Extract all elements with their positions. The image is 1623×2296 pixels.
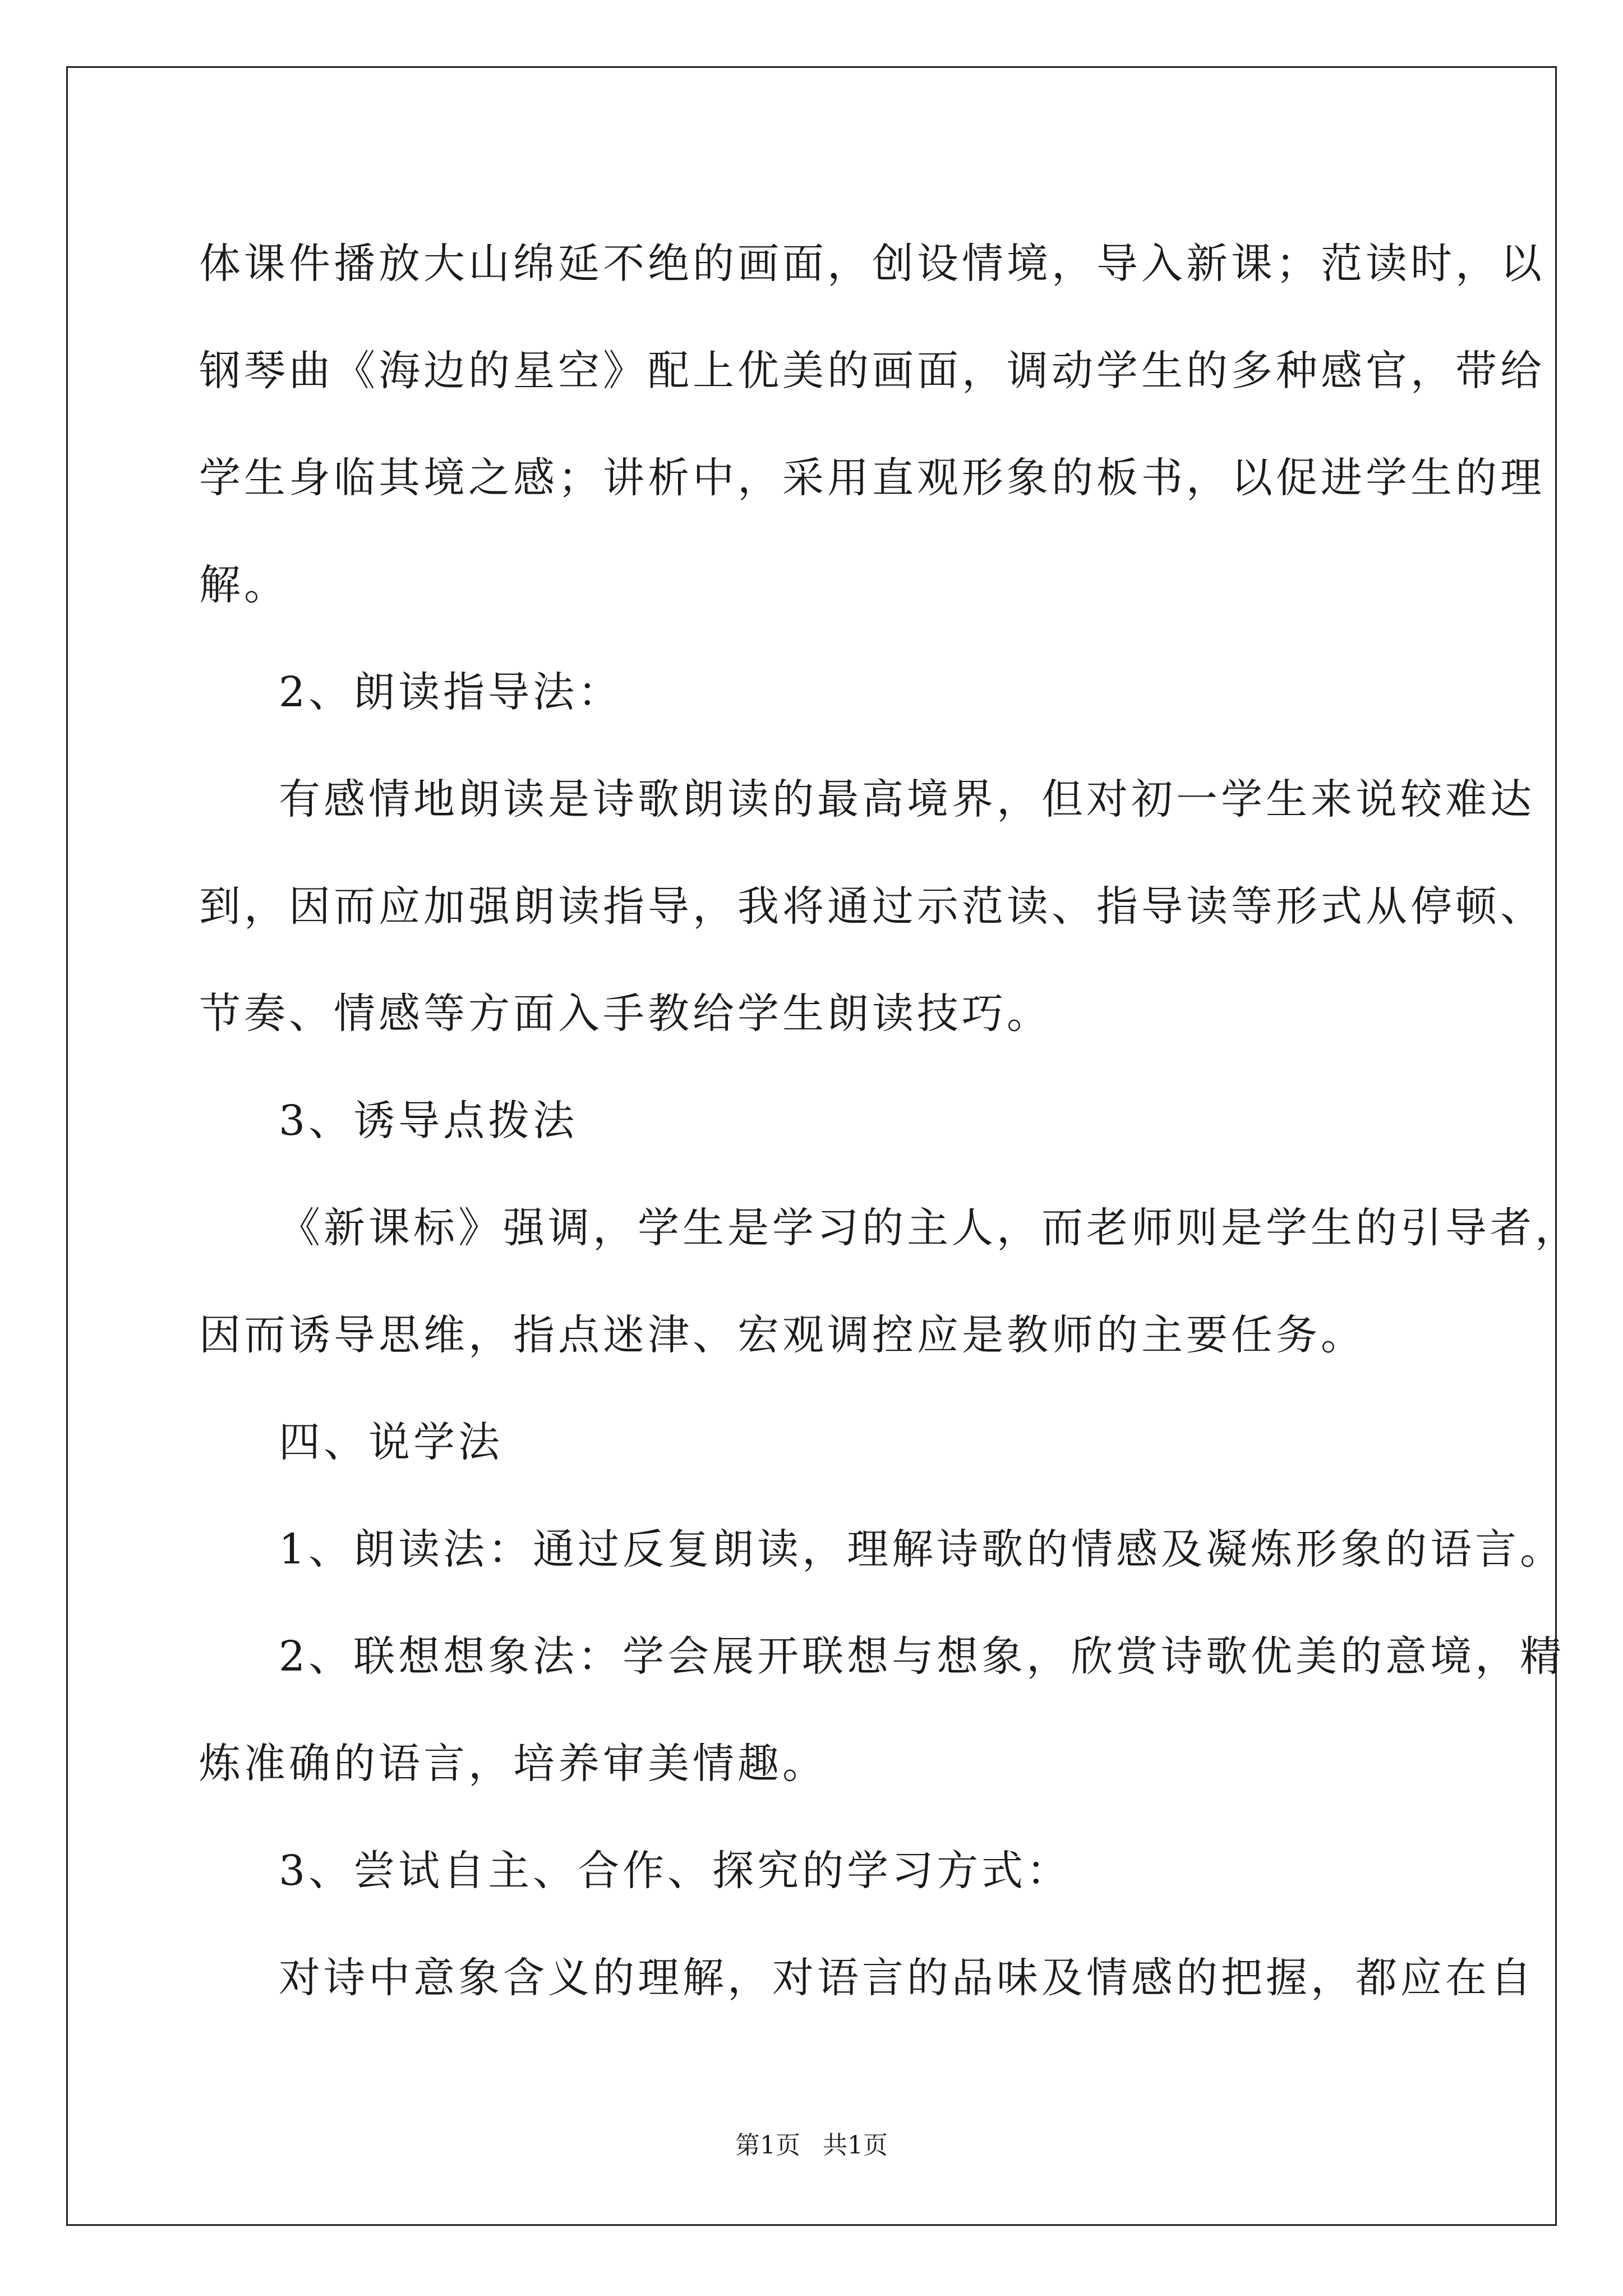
text-line: 学生身临其境之感；讲析中，采用直观形象的板书，以促进学生的理: [199, 454, 1545, 502]
page-total: 共1页: [823, 2131, 888, 2160]
document-body: [199, 210, 1580, 2032]
section-heading: 3、尝试自主、合作、探究的学习方式：: [279, 1847, 1072, 1895]
text-line: 体课件播放大山绵延不绝的画面，创设情境，导入新课；范读时，以: [199, 240, 1545, 288]
text-line: 2、联想想象法：学会展开联想与想象，欣赏诗歌优美的意境，精: [279, 1632, 1565, 1681]
page-footer: [0, 2129, 1623, 2162]
text-line: 因而诱导思维，指点迷津、宏观调控应是教师的主要任务。: [199, 1311, 1366, 1359]
section-heading: 3、诱导点拨法: [279, 1097, 578, 1145]
section-heading: 2、朗读指导法：: [279, 668, 623, 716]
text-line: 解。: [199, 561, 289, 609]
text-line: 钢琴曲《海边的星空》配上优美的画面，调动学生的多种感官，带给: [199, 347, 1545, 395]
text-line: 1、朗读法：通过反复朗读，理解诗歌的情感及凝炼形象的语言。: [279, 1525, 1565, 1573]
text-line: 对诗中意象含义的理解，对语言的品味及情感的把握，都应在自: [279, 1954, 1535, 2002]
text-line: 炼准确的语言，培养审美情趣。: [199, 1740, 827, 1788]
text-line: 《新课标》强调，学生是学习的主人，而老师则是学生的引导者，: [279, 1204, 1580, 1252]
text-line: 有感情地朗读是诗歌朗读的最高境界，但对初一学生来说较难达: [279, 775, 1535, 823]
page-number: 第1页: [735, 2131, 800, 2160]
text-line: 到，因而应加强朗读指导，我将通过示范读、指导读等形式从停顿、: [199, 882, 1545, 931]
section-heading: 四、说学法: [279, 1418, 503, 1466]
text-line: 节奏、情感等方面入手教给学生朗读技巧。: [199, 990, 1052, 1038]
